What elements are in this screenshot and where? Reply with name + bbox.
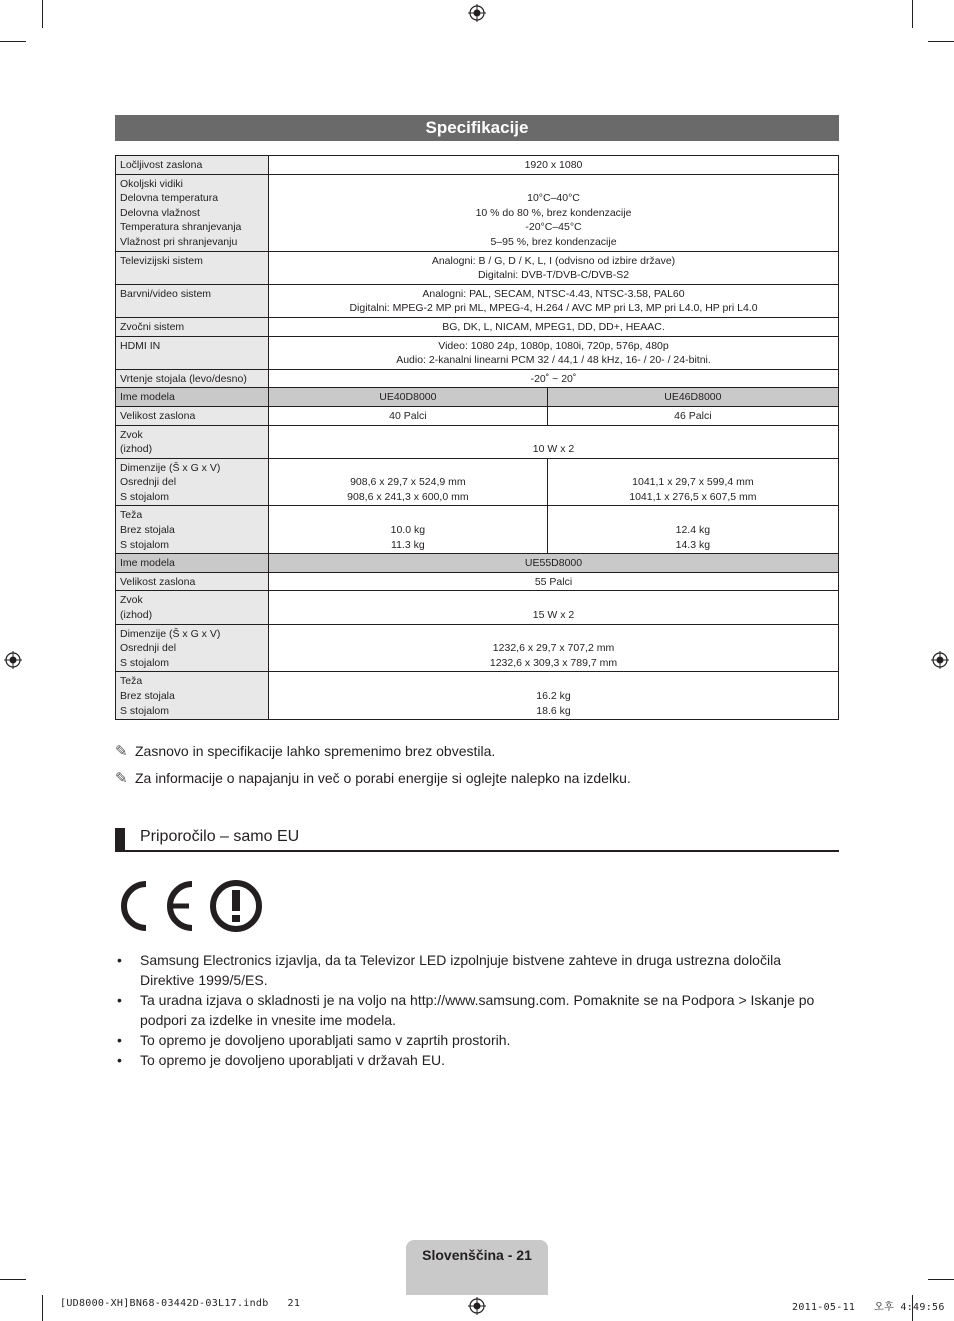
- list-item-text: Ta uradna izjava o skladnosti je na voljo na http://www.samsung.com. Pomaknite se na Podpora > Iskanje po podpori za izdelke in vnesite ime modela.: [140, 992, 815, 1028]
- bullet-icon: •: [117, 1052, 122, 1068]
- cell-line: Teža: [120, 509, 143, 522]
- spec-value: [269, 425, 839, 458]
- cell-line: (izhod): [120, 443, 153, 456]
- cell-line: Barvni/video sistem: [120, 287, 212, 300]
- cell-line: S stojalom: [120, 490, 170, 503]
- cell-line: 46 Palci: [674, 409, 712, 422]
- spec-label: [116, 369, 269, 388]
- cell-line: Velikost zaslona: [120, 409, 196, 422]
- ce-mark-icon: [124, 884, 192, 928]
- cell-line: 15 W x 2: [532, 609, 575, 622]
- table-row: [116, 156, 839, 175]
- spec-label: [116, 554, 269, 573]
- table-row: [116, 251, 839, 284]
- cell-line: Analogni: B / G, D / K, L, I (odvisno od izbire države): [431, 254, 676, 267]
- cell-line: 55 Palci: [534, 575, 573, 588]
- cell-line: Ločljivost zaslona: [120, 159, 203, 171]
- spec-value: [269, 317, 839, 336]
- table-row: [116, 284, 839, 317]
- list-item: [115, 1050, 839, 1070]
- spec-label: [116, 406, 269, 425]
- list-item-text: To opremo je dovoljeno uporabljati samo v zaprtih prostorih.: [140, 1032, 511, 1048]
- spec-label: [116, 251, 269, 284]
- cell-line: 1232,6 x 29,7 x 707,2 mm: [492, 642, 615, 655]
- registration-mark-icon: [468, 1297, 486, 1315]
- page-number: Slovenščina - 21: [422, 1247, 532, 1263]
- model-name: [547, 388, 838, 407]
- spec-value: [269, 506, 548, 554]
- spec-label: [116, 174, 269, 251]
- spec-label: [116, 388, 269, 407]
- cell-line: 16.2 kg: [536, 690, 571, 702]
- spec-value: [269, 572, 839, 591]
- spec-label: [116, 317, 269, 336]
- cell-line: Dimenzije (Š x G x V): [120, 461, 221, 474]
- cell-line: 10.0 kg: [390, 524, 426, 537]
- cell-line: UE40D8000: [379, 391, 437, 404]
- list-item: [115, 990, 839, 1030]
- spec-value: [547, 458, 838, 506]
- notes: [115, 738, 839, 792]
- note-item: [115, 765, 839, 792]
- cell-line: 18.6 kg: [536, 704, 571, 717]
- cell-line: UE46D8000: [664, 391, 722, 404]
- heading-bar: [115, 828, 125, 850]
- crop-mark: [42, 0, 43, 28]
- table-row: [116, 506, 839, 554]
- cell-line: Televizijski sistem: [120, 254, 203, 267]
- spec-label: [116, 624, 269, 672]
- crop-mark: [42, 1295, 43, 1321]
- crop-mark: [928, 41, 954, 42]
- cell-line: Video: 1080 24p, 1080p, 1080i, 720p, 576p, 480p: [438, 339, 669, 352]
- cell-line: Ime modela: [120, 557, 175, 570]
- alert-mark-icon: [213, 883, 259, 929]
- table-row: [116, 406, 839, 425]
- cell-line: 10°C–40°C: [527, 192, 580, 205]
- list-item-text: To opremo je dovoljeno uporabljati v državah EU.: [140, 1052, 446, 1068]
- recommendation-list: [115, 950, 839, 1070]
- table-row: [116, 388, 839, 407]
- crop-mark: [912, 0, 913, 28]
- spec-value: [269, 284, 839, 317]
- table-row: [116, 554, 839, 573]
- cell-line: UE55D8000: [524, 557, 583, 570]
- spec-value: [269, 624, 839, 672]
- list-item: [115, 950, 839, 990]
- spec-table: [115, 155, 839, 720]
- bullet-icon: •: [117, 992, 122, 1008]
- footer-timestamp: 2011-05-11 오후 4:49:56: [792, 1302, 945, 1313]
- spec-label: [116, 284, 269, 317]
- cell-line: Delovna vlažnost: [120, 206, 200, 219]
- cell-line: 5–95 %, brez kondenzacije: [490, 235, 617, 248]
- spec-label: [116, 336, 269, 369]
- cell-line: Vrtenje stojala (levo/desno): [120, 372, 247, 385]
- footer-file-info: [UD8000-XH]BN68-03442D-03L17.indb 21: [60, 1298, 301, 1309]
- table-row: [116, 369, 839, 388]
- cell-line: Okoljski vidiki: [120, 177, 184, 190]
- table-row: [116, 317, 839, 336]
- recommendation-title: Priporočilo – samo EU: [140, 828, 300, 845]
- spec-label: [116, 672, 269, 720]
- bullet-icon: •: [117, 1032, 122, 1048]
- crop-mark: [0, 1279, 26, 1280]
- spec-value: [269, 174, 839, 251]
- cell-line: Audio: 2-kanalni linearni PCM 32 / 44,1 / 48 kHz, 16- / 20- / 24-bitni.: [396, 354, 711, 367]
- cell-line: 1041,1 x 29,7 x 599,4 mm: [632, 476, 754, 489]
- spec-label: [116, 458, 269, 506]
- cell-line: Zvok: [120, 428, 143, 441]
- table-row: [116, 572, 839, 591]
- table-row: [116, 458, 839, 506]
- note-text: Za informacije o napajanju in več o porabi energije si oglejte nalepko na izdelku.: [135, 770, 631, 786]
- spec-label: [116, 425, 269, 458]
- section-title: Specifikacije: [115, 115, 839, 141]
- spec-value: [269, 672, 839, 720]
- cell-line: S stojalom: [120, 704, 170, 717]
- spec-value: [269, 591, 839, 624]
- registration-mark-icon: [468, 4, 486, 22]
- spec-value: [269, 251, 839, 284]
- cell-line: Digitalni: DVB-T/DVB-C/DVB-S2: [477, 269, 630, 282]
- table-row: [116, 672, 839, 720]
- spec-value: [269, 336, 839, 369]
- cell-line: -20°C–45°C: [525, 221, 582, 234]
- list-item: [115, 1030, 839, 1050]
- pencil-note-icon: ✎: [115, 743, 128, 760]
- cell-line: (izhod): [120, 609, 153, 622]
- table-row: [116, 174, 839, 251]
- cell-line: 1041,1 x 276,5 x 607,5 mm: [629, 490, 757, 503]
- model-name: [269, 388, 548, 407]
- cell-line: Osrednji del: [120, 642, 177, 655]
- spec-label: [116, 591, 269, 624]
- pencil-note-icon: ✎: [115, 770, 128, 787]
- cell-line: Delovna temperatura: [120, 192, 219, 205]
- cell-line: Osrednji del: [120, 476, 177, 489]
- cell-line: S stojalom: [120, 656, 170, 669]
- crop-mark: [0, 41, 26, 42]
- spec-value: [269, 156, 839, 175]
- table-row: [116, 624, 839, 672]
- spec-label: [116, 156, 269, 175]
- cell-line: Digitalni: MPEG-2 MP pri ML, MPEG-4, H.264 / AVC MP pri L3, MP pri L4.0, HP pri L4.0: [349, 302, 758, 315]
- cell-line: 10 W x 2: [532, 443, 575, 456]
- cell-line: Temperatura shranjevanja: [120, 221, 242, 234]
- cell-line: 1920 x 1080: [524, 159, 583, 171]
- spec-value: [547, 406, 838, 425]
- registration-mark-icon: [931, 651, 949, 669]
- crop-mark: [928, 1279, 954, 1280]
- list-item-text: Samsung Electronics izjavlja, da ta Televizor LED izpolnjuje bistvene zahteve in druga ustrezna določila Direktive 1999/5/ES.: [140, 952, 781, 988]
- cell-line: S stojalom: [120, 538, 170, 551]
- spec-value: [269, 369, 839, 388]
- cell-line: Dimenzije (Š x G x V): [120, 627, 221, 640]
- registration-mark-icon: [4, 651, 22, 669]
- cell-line: 12.4 kg: [675, 524, 711, 537]
- spec-label: [116, 506, 269, 554]
- cell-line: Brez stojala: [120, 690, 175, 702]
- cell-line: Zvok: [120, 594, 143, 607]
- cell-line: 1232,6 x 309,3 x 789,7 mm: [489, 656, 618, 669]
- cell-line: Vlažnost pri shranjevanju: [120, 235, 238, 248]
- cell-line: HDMI IN: [120, 339, 161, 352]
- cell-line: Teža: [120, 675, 143, 688]
- cell-line: Brez stojala: [120, 524, 175, 537]
- cell-line: 14.3 kg: [675, 538, 711, 551]
- cell-line: Ime modela: [120, 391, 175, 404]
- bullet-icon: •: [117, 952, 122, 968]
- note-item: [115, 738, 839, 765]
- table-row: [116, 591, 839, 624]
- spec-value: [269, 406, 548, 425]
- cell-line: 10 % do 80 %, brez kondenzacije: [475, 206, 632, 219]
- model-name: [269, 554, 839, 573]
- cell-line: 40 Palci: [389, 409, 427, 422]
- cell-line: -20˚ ~ 20˚: [530, 372, 577, 385]
- table-row: [116, 425, 839, 458]
- table-row: [116, 336, 839, 369]
- note-text: Zasnovo in specifikacije lahko spremenimo brez obvestila.: [135, 743, 496, 759]
- spec-label: [116, 572, 269, 591]
- cell-line: Zvočni sistem: [120, 320, 185, 333]
- recommendation-heading: [115, 826, 839, 852]
- cell-line: 11.3 kg: [391, 538, 425, 551]
- cell-line: Analogni: PAL, SECAM, NTSC-4.43, NTSC-3.58, PAL60: [422, 287, 685, 300]
- cell-line: 908,6 x 29,7 x 524,9 mm: [350, 476, 466, 489]
- spec-value: [547, 506, 838, 554]
- cell-line: 908,6 x 241,3 x 600,0 mm: [347, 490, 469, 503]
- cell-line: Velikost zaslona: [120, 575, 196, 588]
- certification-marks: [118, 878, 268, 934]
- spec-value: [269, 458, 548, 506]
- cell-line: BG, DK, L, NICAM, MPEG1, DD, DD+, HEAAC.: [442, 320, 665, 333]
